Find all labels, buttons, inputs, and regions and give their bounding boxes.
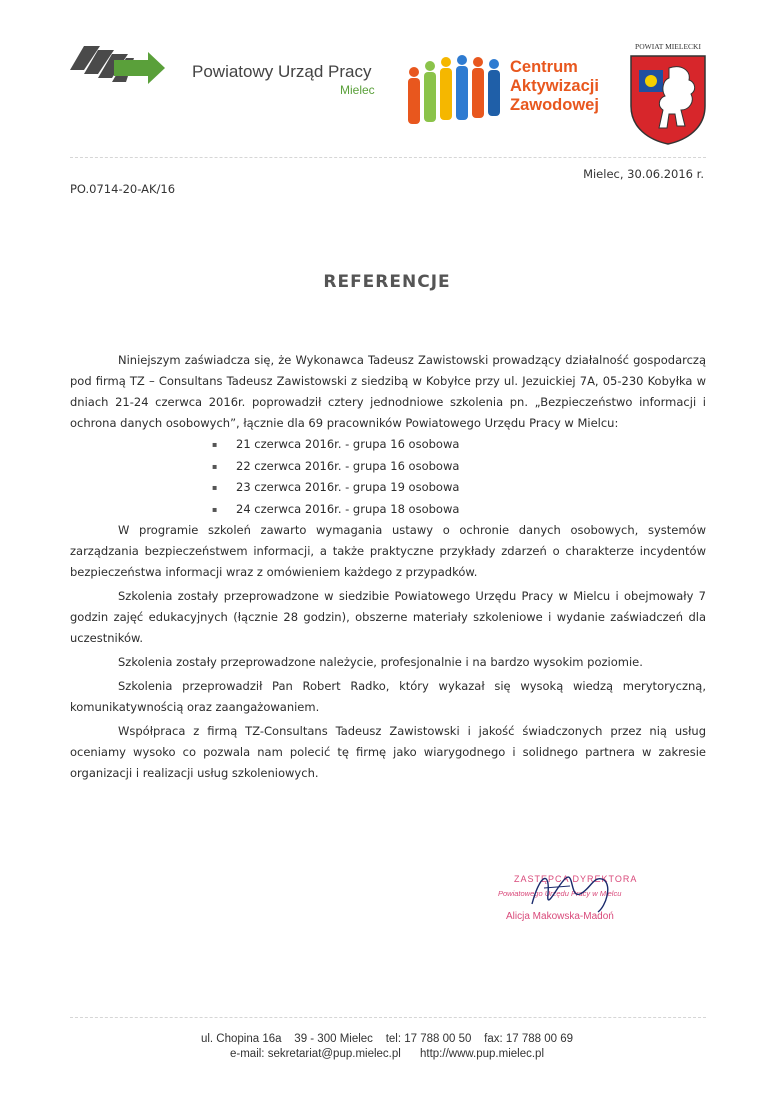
letter-date: Mielec, 30.06.2016 r. bbox=[583, 167, 704, 181]
stamp-office: Powiatowego Urzędu Pracy w Mielcu bbox=[498, 889, 622, 898]
letter-title: REFERENCJE bbox=[323, 272, 451, 292]
footer-address: ul. Chopina 16a 39 - 300 Mielec tel: 17 788 00 50 fax: 17 788 00 69 bbox=[200, 1033, 574, 1045]
trainer-paragraph: Szkolenia przeprowadził Pan Robert Radko, który wykazał się wysoką wiedzą merytoryczną, komunikatywnością oraz zaangażowaniem. bbox=[70, 679, 706, 714]
bullet-icon: ▪ bbox=[212, 483, 218, 492]
reference-number: PO.0714-20-AK/16 bbox=[70, 182, 176, 196]
group-text: 21 czerwca 2016r. - grupa 16 osobowa bbox=[236, 437, 460, 451]
group-text: 24 czerwca 2016r. - grupa 18 osobowa bbox=[236, 501, 460, 516]
list-item bbox=[212, 499, 706, 521]
cav-logo-text bbox=[510, 58, 599, 115]
training-groups-list bbox=[70, 434, 706, 520]
bullet-icon: ▪ bbox=[212, 504, 218, 514]
footer-divider bbox=[70, 1017, 706, 1018]
cav-line-3: Zawodowej bbox=[510, 96, 599, 114]
quality-paragraph: Szkolenia zostały przeprowadzone należycie, profesjonalnie i na bardzo wysokim poziomie. bbox=[118, 655, 643, 669]
signature-icon bbox=[524, 864, 624, 924]
crest-caption: POWIAT MIELECKI bbox=[635, 42, 701, 51]
group-text: 23 czerwca 2016r. - grupa 19 osobowa bbox=[236, 480, 460, 494]
recommendation-paragraph: Współpraca z firmą TZ-Consultans Tadeusz Zawistowski i jakość świadczonych przez nią usług oceniamy wysoko co pozwala nam polecić tę firmę jako wiarygodnego i solidnego partnera w zakresie organizacji i realizacji usług szkoleniowych. bbox=[70, 724, 706, 780]
letter-body bbox=[70, 350, 706, 784]
office-name: Powiatowy Urząd Pracy bbox=[192, 62, 372, 81]
list-item bbox=[212, 434, 706, 456]
header-divider bbox=[70, 157, 706, 158]
stamp-title: ZASTĘPCA DYREKTORA bbox=[514, 874, 638, 884]
office-city: Mielec bbox=[340, 83, 375, 97]
official-stamp bbox=[494, 864, 644, 934]
cav-line-1: Centrum bbox=[510, 58, 578, 76]
griffin-crest-icon bbox=[629, 54, 707, 146]
list-item bbox=[212, 456, 706, 478]
cav-line-2: Aktywizacji bbox=[510, 77, 599, 95]
group-text: 22 czerwca 2016r. - grupa 16 osobowa bbox=[236, 458, 460, 473]
program-paragraph: W programie szkoleń zawarto wymagania ustawy o ochronie danych osobowych, systemów zarządzania bezpieczeństwem informacji, a także praktyczne przykłady zdarzeń o charakterze incydentów bezpieczeństwa informacji wraz z omówieniem każdego z przypadków. bbox=[70, 523, 706, 579]
stamp-name: Alicja Makowska-Madoń bbox=[506, 911, 614, 922]
bullet-icon: ▪ bbox=[212, 440, 218, 449]
footer-contact: e-mail: sekretariat@pup.mielec.pl http://www.pup.mielec.pl bbox=[230, 1048, 544, 1060]
bullet-icon: ▪ bbox=[212, 461, 218, 471]
people-figures-icon bbox=[404, 52, 510, 128]
location-paragraph: Szkolenia zostały przeprowadzone w siedzibie Powiatowego Urzędu Pracy w Mielcu i obejmowały 7 godzin zajęć edukacyjnych (łącznie 28 godzin), obszerne materiały szkoleniowe i wydanie zaświadczeń dla uczestników. bbox=[70, 589, 706, 645]
list-item bbox=[212, 477, 706, 499]
pup-arrow-logo-icon bbox=[70, 44, 166, 88]
intro-paragraph: Niniejszym zaświadcza się, że Wykonawca Tadeusz Zawistowski prowadzący działalność gospodarczą pod firmą TZ – Consultans Tadeusz Zawistowski z siedzibą w Kobyłce przy ul. Jezuickiej 7A, 05-230 Kobyłka w dniach 21-24 czerwca 2016r. poprowadził cztery jednodniowe szkolenia pn. „Bezpieczeństwo informacji i ochrona danych osobowych”, łącznie dla 69 pracowników Powiatowego Urzędu Pracy w Mielcu: bbox=[70, 353, 706, 430]
